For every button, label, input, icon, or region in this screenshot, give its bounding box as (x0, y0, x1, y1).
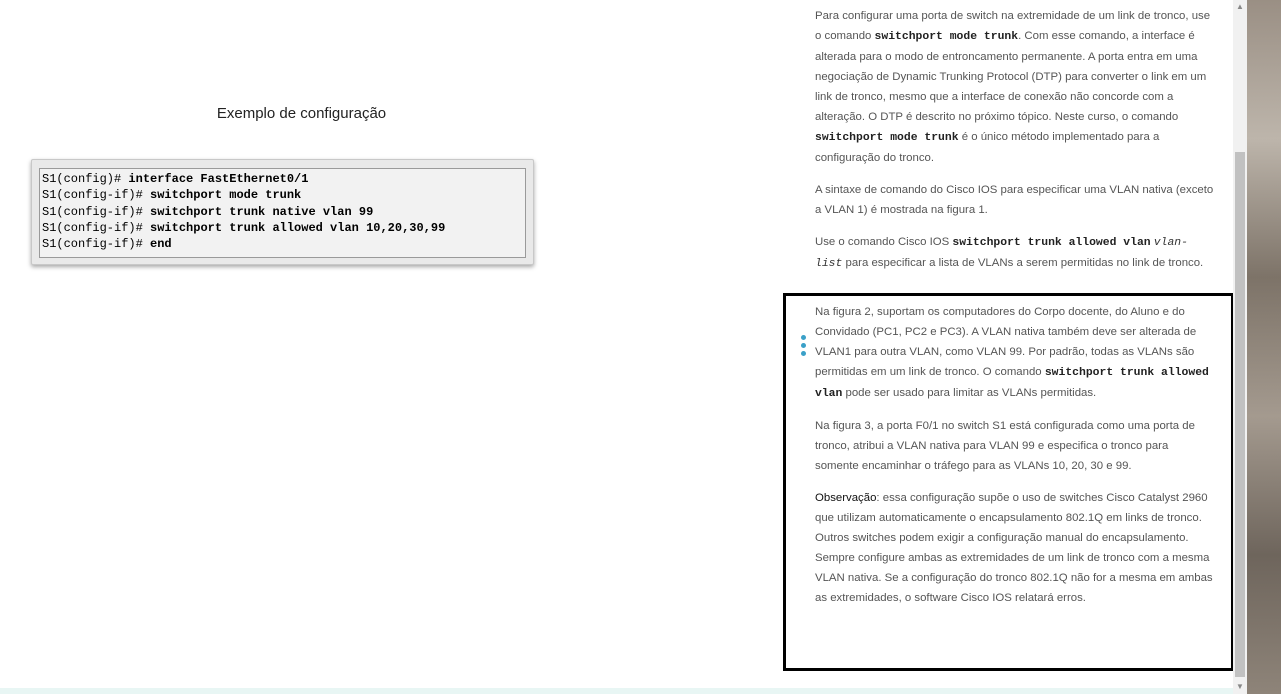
highlight-selection-box (783, 293, 1234, 671)
code-prompt: S1(config-if)# (42, 220, 143, 235)
code-command: switchport trunk allowed vlan 10,20,30,99 (142, 220, 446, 235)
code-line (42, 187, 525, 203)
code-line (42, 220, 525, 236)
code-line (42, 236, 525, 252)
inline-command: switchport mode trunk (874, 31, 1019, 43)
scroll-up-arrow-icon[interactable]: ▲ (1236, 2, 1244, 11)
inline-command: switchport mode trunk (815, 132, 959, 144)
bottom-strip (0, 688, 1233, 694)
vertical-scrollbar[interactable] (1233, 0, 1247, 694)
code-command: interface FastEthernet0/1 (121, 172, 309, 186)
scroll-down-arrow-icon[interactable]: ▼ (1236, 682, 1244, 691)
inline-command-argument: vlan-list (815, 237, 1188, 270)
kebab-menu-icon[interactable] (801, 335, 807, 359)
paragraph-figure-3: Na figura 3, a porta F0/1 no switch S1 está configurada como uma porta de tronco, atribui a VLAN nativa para VLAN 99 e especifica o tronco para somente encaminhar o tráfego para as VLANs 10, 20, 30 e 99. (815, 420, 1195, 472)
code-command: switchport trunk native vlan 99 (142, 204, 374, 219)
paragraph-trunk-mode (815, 6, 1215, 168)
text: para especificar a lista de VLANs a serem permitidas no link de tronco. (842, 257, 1204, 269)
text: pode ser usado para limitar as VLANs permitidas. (842, 387, 1097, 399)
code-command: switchport mode trunk (142, 188, 302, 203)
code-prompt: S1(config-if)# (42, 188, 143, 203)
text: Use o comando Cisco IOS (815, 236, 953, 248)
code-example-frame (31, 159, 534, 265)
code-example-box (39, 168, 526, 258)
text: . Com esse comando, a interface é alterada para o modo de entroncamento permanente. A porta entra em uma negociação de Dynamic Trunking Protocol (DTP) para converter o link em um link de tronco, mesmo que a interface de conexão não concorde com a alteração. O DTP é descrito no próximo tópico. Neste curso, o comando (815, 30, 1207, 123)
code-prompt: S1(config)# (42, 172, 122, 186)
figure-title: Exemplo de configuração (216, 105, 387, 122)
background-photo (1247, 0, 1281, 694)
code-command: end (142, 237, 172, 252)
scrollbar-thumb[interactable] (1235, 152, 1245, 677)
code-line (42, 204, 525, 220)
text: Na figura 2, suportam os computadores do Corpo docente, do Aluno e do Convidado (PC1, PC2 e PC3). A VLAN nativa também deve ser alterada de VLAN1 para outra VLAN, como VLAN 99. Por padrão, todas as VLANs são permitidas em um link de tronco. O comando (815, 306, 1197, 378)
inline-command: switchport trunk allowed vlan (815, 367, 1209, 400)
text: : essa configuração supõe o uso de switches Cisco Catalyst 2960 que utilizam automaticamente o encapsulamento 802.1Q em links de tronco. Outros switches podem exigir a configuração manual do encapsulamento. Sempre configure ambas as extremidades de um link de tronco com a mesma VLAN nativa. Se a configuração do tronco 802.1Q não for a mesma em ambas as extremidades, o software Cisco IOS relatará erros. (815, 492, 1213, 604)
text: é o único método implementado para a configuração do tronco. (815, 131, 1160, 164)
text: Para configurar uma porta de switch na extremidade de um link de tronco, use o comando (815, 10, 1211, 42)
note-label: Observação (815, 492, 877, 504)
paragraph-allowed-vlan (815, 232, 1215, 274)
inline-command: switchport trunk allowed vlan (952, 237, 1151, 249)
code-prompt: S1(config-if)# (42, 237, 143, 252)
code-prompt: S1(config-if)# (42, 204, 143, 219)
paragraph-native-vlan-syntax: A sintaxe de comando do Cisco IOS para especificar uma VLAN nativa (exceto a VLAN 1) é mostrada na figura 1. (815, 184, 1214, 216)
code-line (42, 171, 525, 187)
article-text (815, 6, 1215, 286)
